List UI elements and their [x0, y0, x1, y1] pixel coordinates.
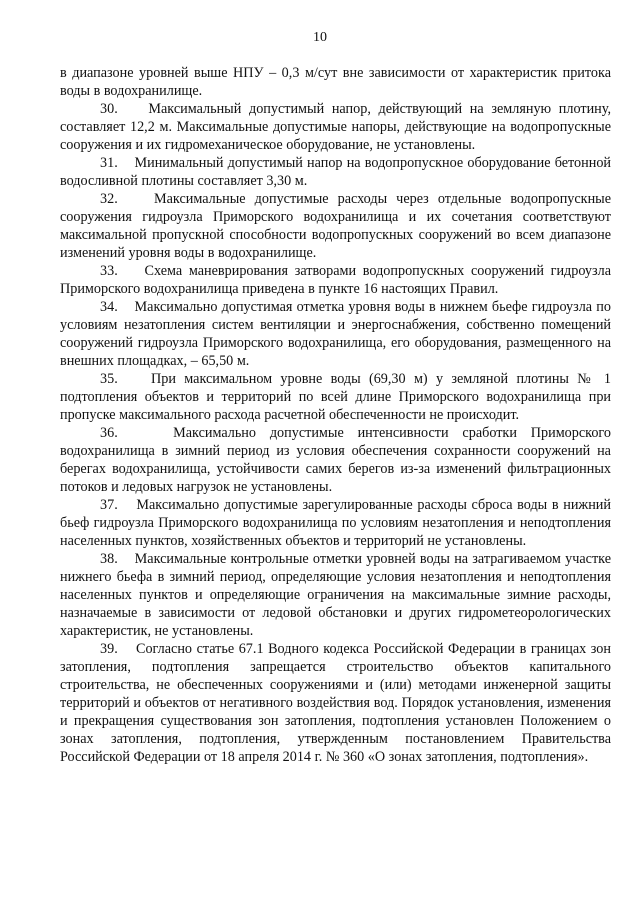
- paragraph-39: 39. Согласно статье 67.1 Водного кодекса Российской Федерации в границах зон затопления, подтопления запрещается строительство объектов капитального строительства, не обеспеченных сооружениями и (или) методами инженерной защиты территорий и объектов от негативного воздействия вод. Порядок установления, изменения и прекращения существования зон затопления, подтопления установлен Положением о зонах затопления, подтопления, утвержденным постановлением Правительства Российской Федерации от 18 апреля 2014 г. № 360 «О зонах затопления, подтопления».: [60, 641, 611, 765]
- paragraph-38: 38. Максимальные контрольные отметки уровней воды на затрагиваемом участке нижнего бьефа в зимний период, определяющие условия незатопления и неподтопления населенных пунктов и определяющие ограничения на максимальные зимние расходы, назначаемые в зависимости от ледовой обстановки и других гидрометеорологических характеристик, не установлены.: [60, 551, 611, 639]
- page-number: 10: [313, 30, 327, 45]
- paragraph-35: 35. При максимальном уровне воды (69,30 м) у земляной плотины № 1 подтопления объектов и территорий по всей длине Приморского водохранилища при пропуске максимального расхода расчетной обеспеченности не происходит.: [60, 371, 611, 423]
- paragraph-33: 33. Схема маневрирования затворами водопропускных сооружений гидроузла Приморского водохранилища приведена в пункте 16 настоящих Правил.: [60, 263, 611, 297]
- paragraph-continuation: в диапазоне уровней выше НПУ – 0,3 м/сут вне зависимости от характеристик притока воды в водохранилище.: [60, 65, 611, 99]
- paragraph-32: 32. Максимальные допустимые расходы через отдельные водопропускные сооружения гидроузла Приморского водохранилища и их сочетания соответствуют максимальной пропускной способности водопропускных сооружений во всем диапазоне изменений уровня воды в водохранилище.: [60, 191, 611, 261]
- document-body: [60, 64, 611, 766]
- paragraph-30: 30. Максимальный допустимый напор, действующий на земляную плотину, составляет 12,2 м. Максимальные допустимые напоры, действующие на водопропускные сооружения и их гидромеханическое оборудование, не установлены.: [60, 101, 611, 153]
- paragraph-34: 34. Максимально допустимая отметка уровня воды в нижнем бьефе гидроузла по условиям незатопления систем вентиляции и энергоснабжения, собственно помещений сооружений гидроузла Приморского водохранилища, его оборудования, размещенного на внешних площадках, – 65,50 м.: [60, 299, 611, 369]
- paragraph-37: 37. Максимально допустимые зарегулированные расходы сброса воды в нижний бьеф гидроузла Приморского водохранилища по условиям незатопления и неподтопления населенных пунктов, хозяйственных объектов и территорий не установлены.: [60, 497, 611, 549]
- paragraph-31: 31. Минимальный допустимый напор на водопропускное оборудование бетонной водосливной плотины составляет 3,30 м.: [60, 155, 611, 189]
- paragraph-36: 36. Максимально допустимые интенсивности сработки Приморского водохранилища в зимний период из условия обеспечения сохранности сооружений на берегах водохранилища, устойчивости самих берегов из-за изменений фильтрационных потоков и ледовых нагрузок не установлены.: [60, 425, 611, 495]
